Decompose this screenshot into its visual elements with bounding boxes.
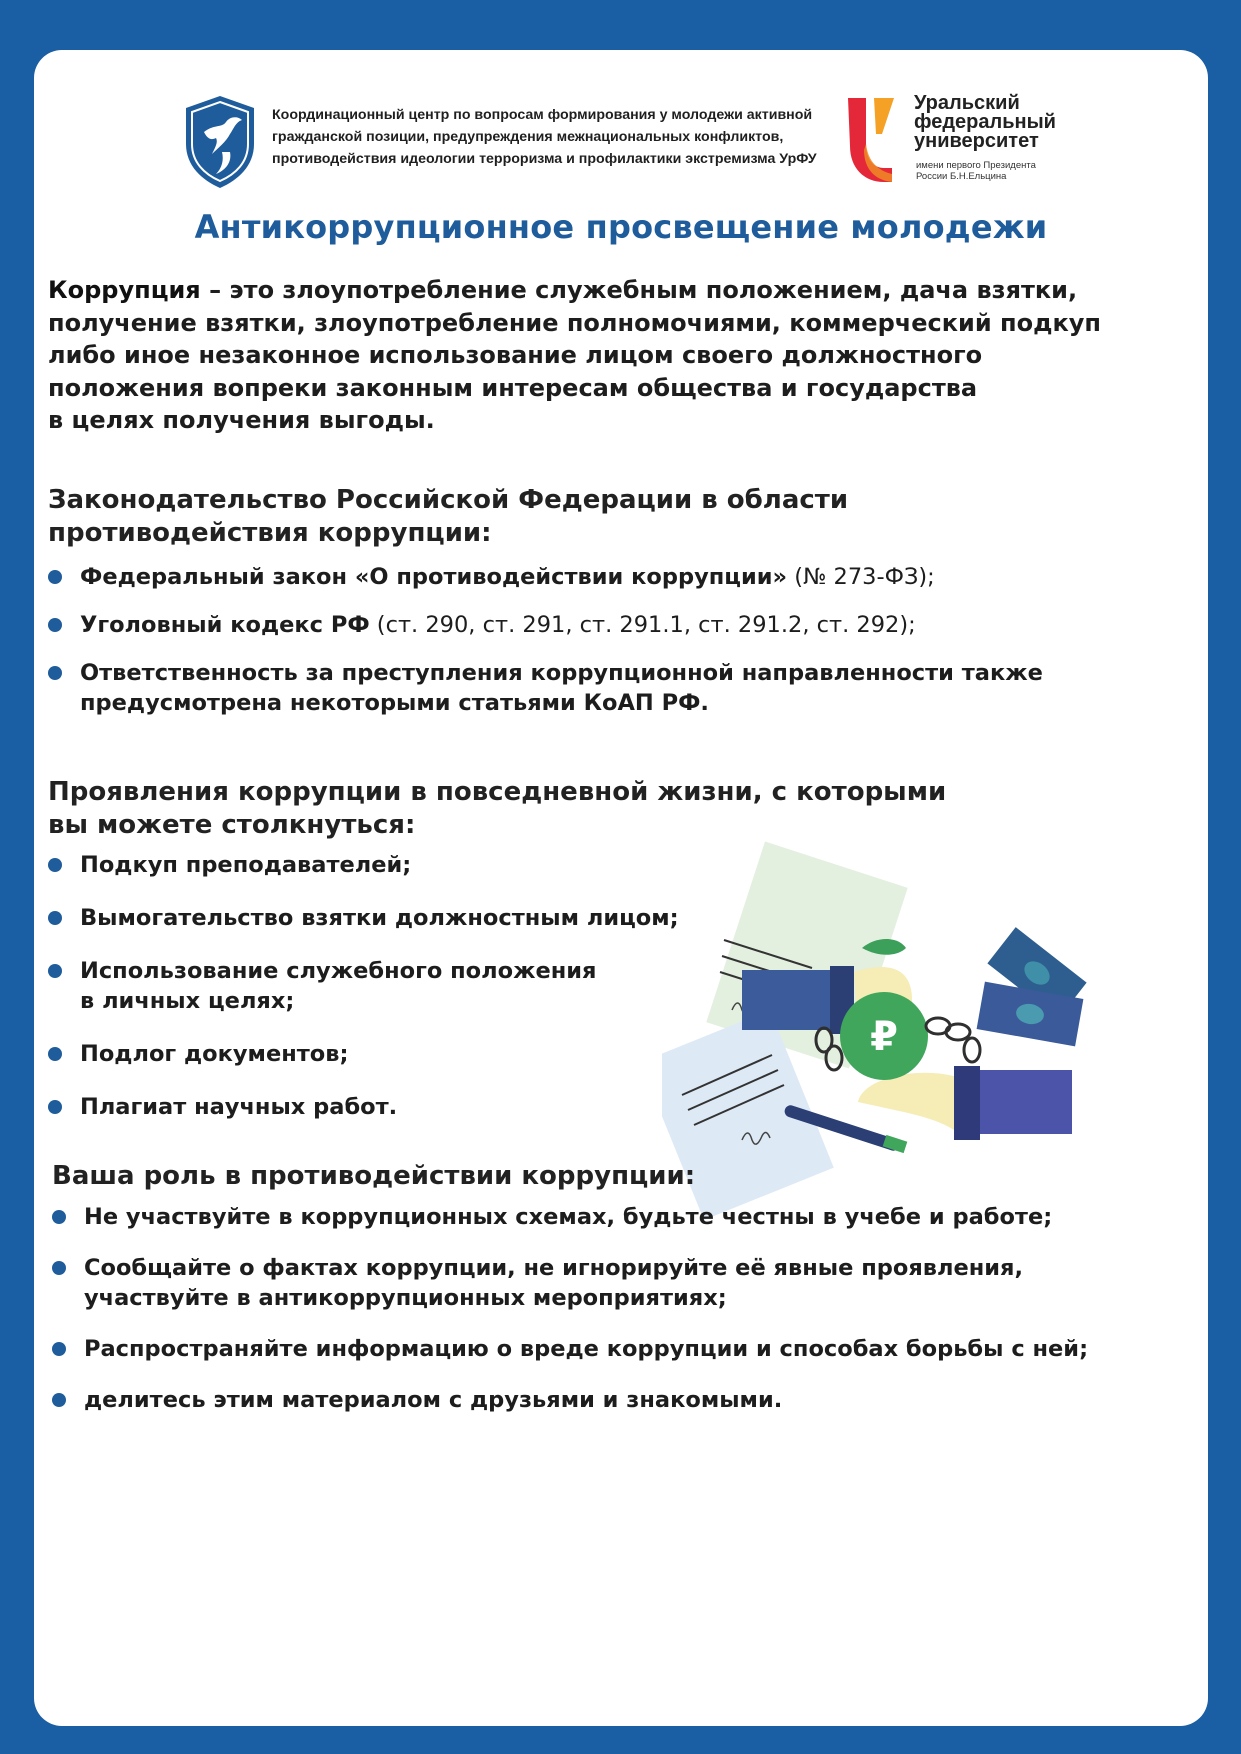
ruble-symbol: ₽ xyxy=(870,1014,898,1060)
item-text: Использование служебного положения xyxy=(80,958,597,984)
item-text: (№ 273-ФЗ); xyxy=(787,564,935,590)
item-text: Вымогательство взятки должностным лицом; xyxy=(80,905,679,931)
section-title-line: противодействия коррупции: xyxy=(48,518,492,548)
list-item xyxy=(50,1253,1088,1313)
list-item xyxy=(46,1039,679,1069)
list-item xyxy=(50,1385,1088,1415)
header-line: противодействия идеологии терроризма и профилактики экстремизма УрФУ xyxy=(272,151,817,167)
list-item xyxy=(46,850,679,880)
section-title-line: Проявления коррупции в повседневной жизни, с которыми xyxy=(48,777,947,807)
item-text: Сообщайте о фактах коррупции, не игнорируйте её явные проявления, xyxy=(84,1255,1024,1281)
legislation-title xyxy=(48,484,1048,550)
role-list xyxy=(50,1202,1088,1415)
item-text: участвуйте в антикоррупционных мероприятиях; xyxy=(84,1285,727,1311)
bullet-icon xyxy=(48,964,62,978)
list-item xyxy=(46,610,1043,640)
item-bold-text: Уголовный кодекс РФ xyxy=(80,612,370,638)
list-item xyxy=(50,1202,1088,1232)
bullet-icon xyxy=(48,618,62,632)
role-title: Ваша роль в противодействии коррупции: xyxy=(52,1161,696,1191)
item-bold-text: Федеральный закон «О противодействии коррупции» xyxy=(80,564,788,590)
definition-line: в целях получения выгоды. xyxy=(48,406,435,434)
list-item xyxy=(50,1334,1088,1364)
item-text: Не участвуйте в коррупционных схемах, будьте честны в учебе и работе; xyxy=(84,1204,1053,1230)
poster-card xyxy=(34,50,1208,1726)
coordination-center-logo xyxy=(182,94,258,190)
list-item xyxy=(46,1092,679,1122)
item-text: Распространяйте информацию о вреде коррупции и способах борьбы с ней; xyxy=(84,1336,1089,1362)
university-sub-line: имени первого Президента xyxy=(916,160,1036,171)
bullet-icon xyxy=(48,666,62,680)
definition-line: получение взятки, злоупотребление полномочиями, коммерческий подкуп xyxy=(48,308,1101,337)
bullet-icon xyxy=(52,1393,66,1407)
university-name-line: федеральный xyxy=(914,111,1056,133)
bullet-icon xyxy=(48,1047,62,1061)
definition-line: положения вопреки законным интересам общества и государства xyxy=(48,373,978,402)
section-title-line: вы можете столкнуться: xyxy=(48,810,416,840)
definition-text: – это злоупотребление служебным положением, дача взятки, xyxy=(200,276,1078,304)
university-subtitle xyxy=(916,160,1036,182)
header-line: гражданской позиции, предупреждения межнациональных конфликтов, xyxy=(272,129,784,145)
bullet-icon xyxy=(48,570,62,584)
item-text: предусмотрена некоторыми статьями КоАП РФ. xyxy=(80,690,709,716)
banknote-icon xyxy=(977,927,1087,1046)
item-text: в личных целях; xyxy=(80,988,295,1014)
university-name xyxy=(914,94,1056,151)
definition-line: либо иное незаконное использование лицом своего должностного xyxy=(48,341,983,369)
item-text: Плагиат научных работ. xyxy=(80,1094,398,1120)
bullet-icon xyxy=(48,911,62,925)
list-item xyxy=(46,956,679,1016)
manifestations-title xyxy=(48,776,1048,842)
page-title: Антикоррупционное просвещение молодежи xyxy=(194,208,1048,246)
coordination-center-name xyxy=(272,104,832,170)
university-sub-line: России Б.Н.Ельцина xyxy=(916,171,1007,182)
item-text: Ответственность за преступления коррупционной направленности также xyxy=(80,660,1043,686)
corruption-definition xyxy=(48,274,1198,437)
item-text: делитесь этим материалом с друзьями и знакомыми. xyxy=(84,1387,783,1413)
bullet-icon xyxy=(48,858,62,872)
legislation-list xyxy=(46,562,1043,718)
urfu-logo-icon xyxy=(844,94,898,186)
item-text: Подкуп преподавателей; xyxy=(80,852,412,878)
list-item xyxy=(46,903,679,933)
header-line: Координационный центр по вопросам формирования у молодежи активной xyxy=(272,107,813,123)
list-item xyxy=(46,658,1043,718)
university-name-line: университет xyxy=(914,130,1039,152)
university-name-line: Уральский xyxy=(914,92,1020,114)
bullet-icon xyxy=(52,1342,66,1356)
definition-term: Коррупция xyxy=(48,276,201,304)
list-item xyxy=(46,562,1043,592)
bullet-icon xyxy=(52,1261,66,1275)
bullet-icon xyxy=(52,1210,66,1224)
section-title-line: Законодательство Российской Федерации в области xyxy=(48,485,849,515)
manifestations-list xyxy=(46,850,679,1122)
item-text: (ст. 290, ст. 291, ст. 291.1, ст. 291.2, ст. 292); xyxy=(369,612,916,638)
item-text: Подлог документов; xyxy=(80,1041,349,1067)
bullet-icon xyxy=(48,1100,62,1114)
